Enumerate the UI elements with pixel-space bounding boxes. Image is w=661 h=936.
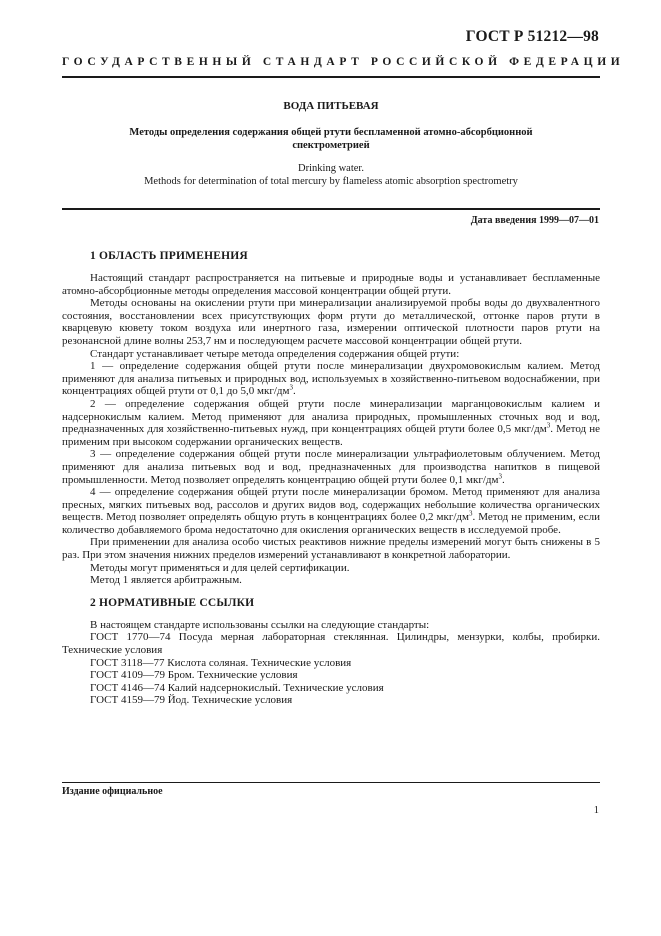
section2-heading: 2 НОРМАТИВНЫЕ ССЫЛКИ xyxy=(90,596,255,609)
reference-item: ГОСТ 4109—79 Бром. Технические условия xyxy=(90,669,298,682)
reference-item: ГОСТ 1770—74 Посуда мерная лабораторная стеклянная. Цилиндры, мензурки, колбы, пробирки. Технические условия xyxy=(62,631,600,657)
document-body xyxy=(62,250,600,707)
document-number: ГОСТ Р 51212—98 xyxy=(465,28,599,45)
footer-rule xyxy=(62,782,600,783)
method2-paragraph: 2 — определение содержания общей ртути после минерализации марганцовокислым калием и надсернокислым калием. Метод применяют для анализа природных, промышленных сточных вод и вод, предназначенных для хозяйственно-питьевых нужд, при концентрациях общей ртути более 0,5 мкг/$дм^3$. Метод не применим при высоком содержании органических веществ. xyxy=(62,397,601,448)
method4-paragraph: 4 — определение содержания общей ртути после минерализации бромом. Метод применяют для анализа пресных, мягких питьевых вод, рассолов и других видов вод, содержащих небольшие количества органических веществ. Метод позволяет определять общую ртуть в концентрациях более 0,2 мкг/$дм^3$. Метод не применим, если количество добавляемого брома недостаточно для окисления органических веществ в исследуемой пробе. xyxy=(62,486,600,536)
page-number: 1 xyxy=(593,805,599,816)
reference-item: ГОСТ 3118—77 Кислота соляная. Технические условия xyxy=(90,656,352,669)
header-rule xyxy=(62,76,600,78)
section1-heading: 1 ОБЛАСТЬ ПРИМЕНЕНИЯ xyxy=(90,250,248,262)
edition-label: Издание официальное xyxy=(62,786,163,797)
english-title-line1: Drinking water. xyxy=(298,163,364,174)
reference-item: ГОСТ 4146—74 Калий надсернокислый. Технические условия xyxy=(90,681,384,694)
introduction-date: Дата введения 1999—07—01 xyxy=(470,215,599,226)
method1-paragraph: 1 — определение содержания общей ртути после минерализации двухромовокислым калием. Метод применяют для анализа питьевых и природных вод, используемых в хозяйственно-питьевом водоснабжении, при концентрациях общей ртути от 0,1 до 5,0 мкг/$дм^3$. xyxy=(62,360,600,398)
document-title: ВОДА ПИТЬЕВАЯ xyxy=(283,100,379,112)
section1-paragraph: Метод 1 является арбитражным. xyxy=(90,574,242,587)
section1-paragraph: Стандарт устанавливает четыре метода определения содержания общей ртути: xyxy=(90,347,460,360)
english-title-line2: Methods for determination of total mercury by flameless atomic absorption spectrometry xyxy=(144,176,518,187)
english-title xyxy=(62,162,600,188)
method3-paragraph: 3 — определение содержания общей ртути после минерализации ультрафиолетовым облучением. Метод применяют для анализа питьевых вод и вод, предназначенных для производства напитков в пищевой промышленности. Метод позволяет определять концентрацию общей ртути более 0,1 мкг/$дм^3$. xyxy=(62,448,600,486)
section2-intro: В настоящем стандарте использованы ссылки на следующие стандарты: xyxy=(90,618,430,631)
section1-paragraph: Методы основаны на окислении ртути при минерализации анализируемой пробы воды до двухвалентного состояния, восстановлении всех присутствующих форм ртути до металлической, оттонке паров ртути в кварцевую кювету током воздуха или инертного газа, измерении оптической плотности паров ртути на резонансной длине волны 253,7 нм и последующем расчете массовой концентрации общей ртути. xyxy=(62,297,600,347)
section1-paragraph: Методы могут применяться и для целей сертификации. xyxy=(90,561,350,574)
reference-item: ГОСТ 4159—79 Йод. Технические условия xyxy=(90,694,293,707)
state-standard-heading: ГОСУДАРСТВЕННЫЙ СТАНДАРТ РОССИЙСКОЙ ФЕДЕРАЦИИ xyxy=(62,56,625,68)
document-subtitle: Методы определения содержания общей ртути беспламенной атомно-абсорбционной спектрометрией xyxy=(129,127,533,151)
section1-paragraph: Настоящий стандарт распространяется на питьевые и природные воды и устанавливает беспламенные атомно-абсорбционные методы определения массовой концентрации общей ртути. xyxy=(62,272,600,297)
title-rule xyxy=(62,208,600,210)
section1-paragraph: При применении для анализа особо чистых реактивов нижние пределы измерений могут быть снижены в 5 раз. При этом значения нижних пределов измерений устанавливают в конкретной лаборатории. xyxy=(62,536,600,562)
